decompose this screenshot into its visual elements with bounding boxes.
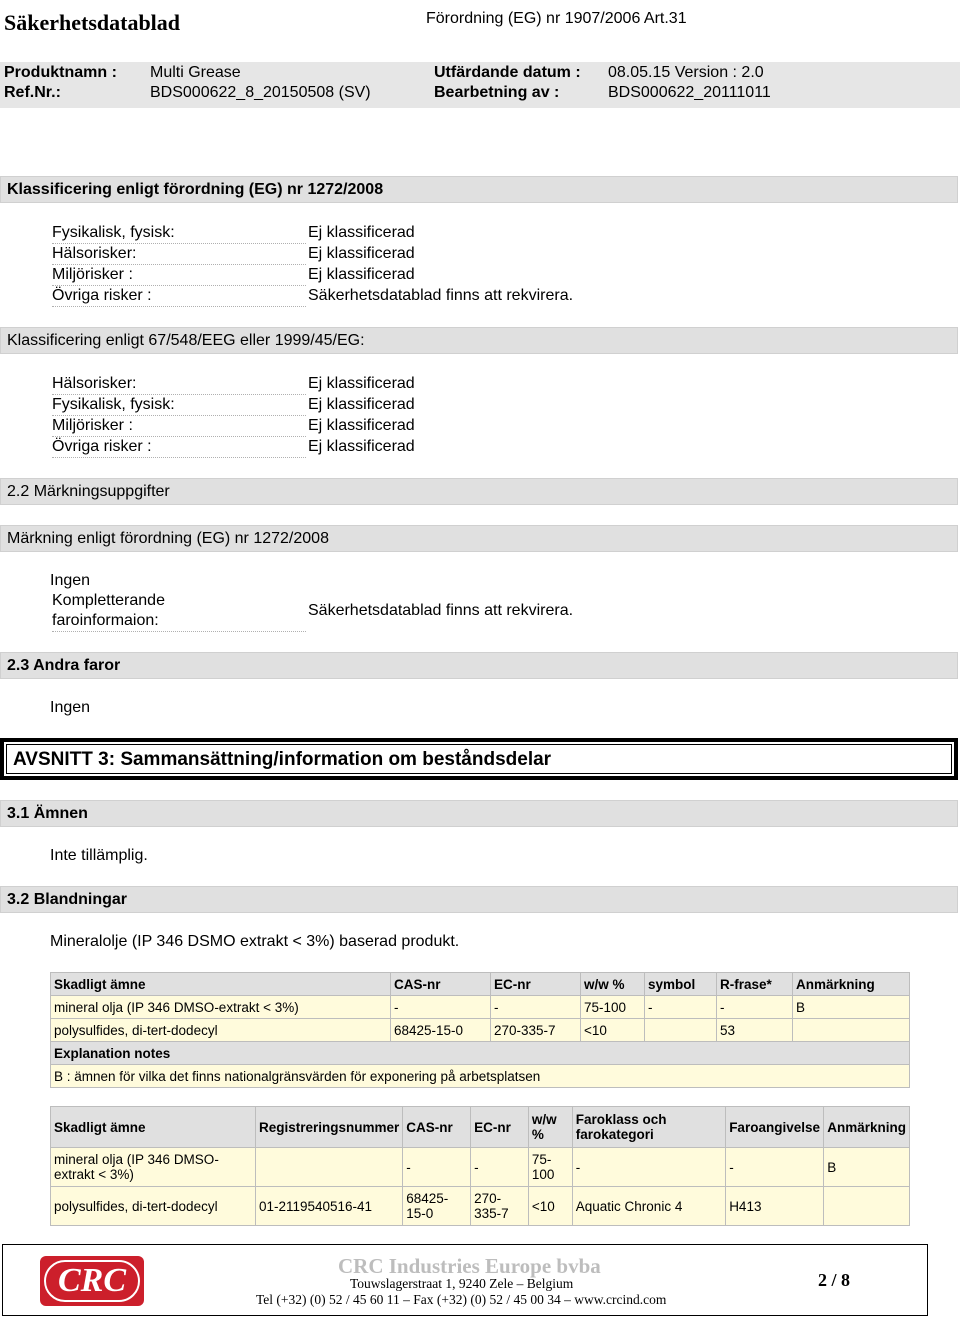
table-row (51, 996, 910, 1019)
table-cell: mineral olja (IP 346 DMSO-extrakt < 3%) (51, 996, 391, 1019)
issue-date-value: 08.05.15 Version : 2.0 (608, 64, 764, 81)
table-cell (793, 1019, 910, 1042)
column-header: R-frase* (717, 973, 793, 996)
notes-text-row (51, 1065, 910, 1088)
table-cell (824, 1187, 910, 1226)
section-heading-classification-1272: Klassificering enligt förordning (EG) nr 1272/2008 (0, 176, 958, 203)
table-cell: 68425-15-0 (403, 1187, 471, 1226)
table-cell (645, 1019, 717, 1042)
table-cell: mineral olja (IP 346 DMSO-extrakt < 3%) (51, 1148, 256, 1187)
class1272-value-health: Ej klassificerad (308, 245, 415, 262)
table-cell: <10 (528, 1187, 572, 1226)
hazardous-substances-table-dsd (50, 972, 910, 1088)
table-cell: 53 (717, 1019, 793, 1042)
column-header: CAS-nr (403, 1107, 471, 1148)
product-name-value: Multi Grease (150, 64, 241, 81)
ref-number-label: Ref.Nr.: (4, 84, 61, 101)
crc-logo-text: CRC (57, 1262, 127, 1299)
table-cell: 75-100 (581, 996, 645, 1019)
notes-heading-row (51, 1042, 910, 1065)
class1272-label-physical: Fysikalisk, fysisk: (52, 223, 306, 244)
table-cell: polysulfides, di-tert-dodecyl (51, 1019, 391, 1042)
hazardous-substances-table-clp (50, 1106, 910, 1226)
column-header: Anmärkning (824, 1107, 910, 1148)
supplementary-hazard-value: Säkerhetsdatablad finns att rekvirera. (308, 602, 574, 619)
class67-value-other: Ej klassificerad (308, 438, 415, 455)
mixtures-description: Mineralolje (IP 346 DSMO extrakt < 3%) baserad produkt. (50, 933, 460, 950)
table-row (51, 1019, 910, 1042)
table-cell: 270-335-7 (491, 1019, 581, 1042)
table-cell: B (793, 996, 910, 1019)
table-cell: - (645, 996, 717, 1019)
class1272-label-other: Övriga risker : (52, 286, 306, 307)
table-row (51, 1187, 910, 1226)
table-cell: 68425-15-0 (391, 1019, 491, 1042)
section-heading-other-hazards: 2.3 Andra faror (0, 652, 958, 679)
footer-address: Touwslagerstraat 1, 9240 Zele – Belgium (350, 1276, 574, 1291)
labeling-none: Ingen (50, 572, 91, 589)
class67-label-environment: Miljörisker : (52, 416, 306, 437)
document-title: Säkerhetsdatablad (4, 10, 181, 35)
class1272-value-other: Säkerhetsdatablad finns att rekvirera. (308, 287, 574, 304)
column-header: EC-nr (491, 973, 581, 996)
table-cell: 75-100 (528, 1148, 572, 1187)
class1272-label-environment: Miljörisker : (52, 265, 306, 286)
table-header-row (51, 1107, 910, 1148)
subsection-heading-labeling-1272: Märkning enligt förordning (EG) nr 1272/2008 (0, 525, 958, 552)
supplementary-hazard-label-line1: Kompletterande (52, 592, 165, 609)
class1272-value-physical: Ej klassificerad (308, 224, 415, 241)
class67-label-other: Övriga risker : (52, 437, 306, 458)
notes-text: B : ämnen för vilka det finns nationalgränsvärden för exponering på arbetsplatsen (51, 1065, 910, 1088)
crc-logo (40, 1256, 144, 1306)
table-row (51, 1148, 910, 1187)
column-header: Anmärkning (793, 973, 910, 996)
column-header: w/w % (581, 973, 645, 996)
section-heading-labeling: 2.2 Märkningsuppgifter (0, 478, 958, 505)
class67-value-environment: Ej klassificerad (308, 417, 415, 434)
edited-by-label: Bearbetning av : (434, 84, 560, 101)
edited-by-value: BDS000622_20111011 (608, 84, 771, 101)
table-cell: H413 (726, 1187, 824, 1226)
supplementary-hazard-label-line2: faroinformaion: (52, 612, 159, 629)
table-cell: - (572, 1148, 725, 1187)
other-hazards-value: Ingen (50, 699, 91, 716)
regulation-reference: Förordning (EG) nr 1907/2006 Art.31 (426, 10, 687, 27)
table-cell: polysulfides, di-tert-dodecyl (51, 1187, 256, 1226)
section-heading-substances: 3.1 Ämnen (0, 800, 958, 827)
substances-value: Inte tillämplig. (50, 847, 148, 864)
class67-value-health: Ej klassificerad (308, 375, 415, 392)
table-cell: 270-335-7 (471, 1187, 529, 1226)
issue-date-label: Utfärdande datum : (434, 64, 581, 81)
section-3-title: AVSNITT 3: Sammansättning/information om beståndsdelar (6, 744, 952, 774)
table-cell: - (491, 996, 581, 1019)
column-header: Skadligt ämne (51, 973, 391, 996)
column-header: Faroklass och farokategori (572, 1107, 725, 1148)
footer-contact: Tel (+32) (0) 52 / 45 60 11 – Fax (+32) (0) 52 / 45 00 34 – www.crcind.com (256, 1292, 667, 1307)
class1272-value-environment: Ej klassificerad (308, 266, 415, 283)
class67-label-physical: Fysikalisk, fysisk: (52, 395, 306, 416)
section-3-banner (0, 738, 958, 780)
notes-heading: Explanation notes (51, 1042, 910, 1065)
class67-value-physical: Ej klassificerad (308, 396, 415, 413)
column-header: CAS-nr (391, 973, 491, 996)
table-cell: - (726, 1148, 824, 1187)
table-header-row (51, 973, 910, 996)
table-cell: Aquatic Chronic 4 (572, 1187, 725, 1226)
table-cell: 01-2119540516-41 (255, 1187, 402, 1226)
column-header: Registreringsnummer (255, 1107, 402, 1148)
table-cell (255, 1148, 402, 1187)
class1272-label-health: Hälsorisker: (52, 244, 306, 265)
column-header: Skadligt ämne (51, 1107, 256, 1148)
page-number: 2 / 8 (818, 1270, 851, 1290)
table-cell: - (403, 1148, 471, 1187)
section-heading-classification-67548: Klassificering enligt 67/548/EEG eller 1999/45/EG: (0, 327, 958, 354)
class67-label-health: Hälsorisker: (52, 374, 306, 395)
table-cell: - (717, 996, 793, 1019)
table-cell: <10 (581, 1019, 645, 1042)
column-header: w/w % (528, 1107, 572, 1148)
column-header: Faroangivelse (726, 1107, 824, 1148)
column-header: EC-nr (471, 1107, 529, 1148)
section-heading-mixtures: 3.2 Blandningar (0, 886, 958, 913)
table-cell: - (391, 996, 491, 1019)
ref-number-value: BDS000622_8_20150508 (SV) (150, 84, 371, 101)
product-name-label: Produktnamn : (4, 64, 117, 81)
table-cell: B (824, 1148, 910, 1187)
column-header: symbol (645, 973, 717, 996)
table-cell: - (471, 1148, 529, 1187)
supplementary-hazard-label (52, 591, 306, 632)
footer-company-name: CRC Industries Europe bvba (338, 1254, 601, 1278)
